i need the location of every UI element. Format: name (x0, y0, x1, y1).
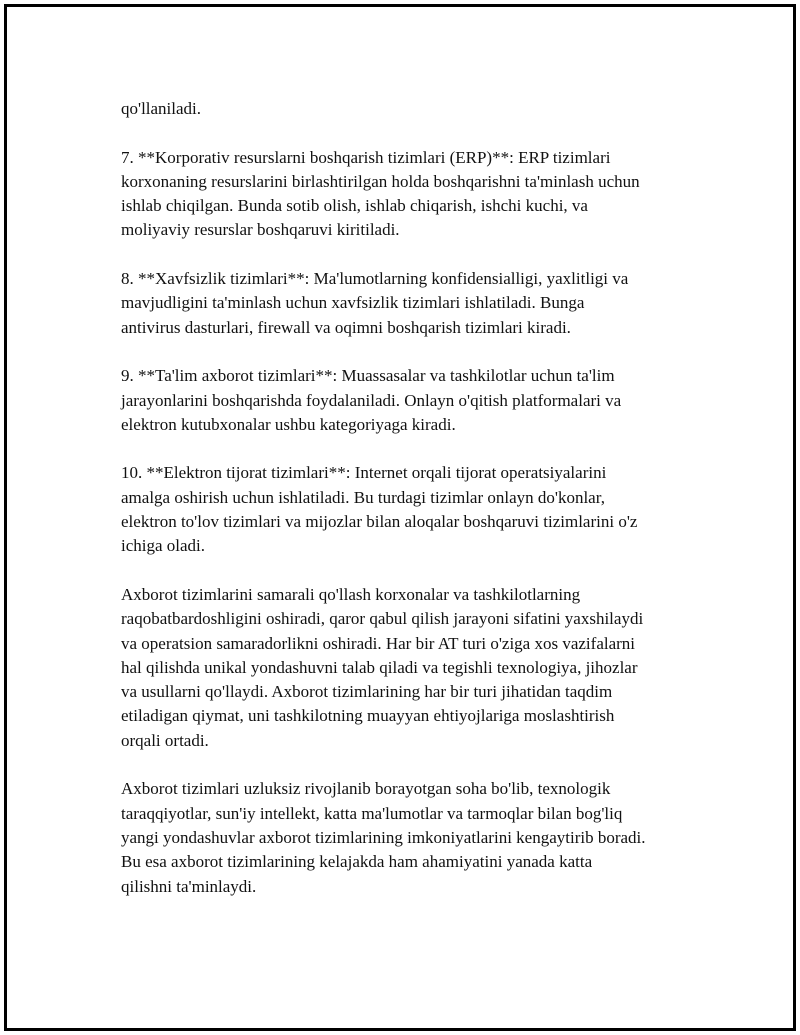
paragraph-security-systems: 8. **Xavfsizlik tizimlari**: Ma'lumotlarning konfidensialligi, yaxlitligi va mavjudligini ta'minlash uchun xavfsizlik tizimlari ishlatiladi. Bunga antivirus dasturlari, firewall va oqimni boshqarish tizimlari kiradi. (121, 269, 629, 337)
paragraph-conclusion: Axborot tizimlari uzluksiz rivojlanib borayotgan soha bo'lib, texnologik taraqqiyotlar, sun'iy intellekt, katta ma'lumotlar va tarmoqlar bilan bog'liq yangi yondashuvlar axborot tizimlarining imkoniyatlarini kengaytirib boradi. Bu esa axborot tizimlarining kelajakda ham ahamiyatini yanada katta qilishni ta'minlaydi. (121, 779, 646, 896)
page-border (4, 4, 796, 1031)
paragraph-ecommerce-systems: 10. **Elektron tijorat tizimlari**: Internet orqali tijorat operatsiyalarini amalga oshirish uchun ishlatiladi. Bu turdagi tizimlar onlayn do'konlar, elektron to'lov tizimlari va mijozlar bilan aloqalar boshqaruvi tizimlarini o'z ichiga oladi. (121, 463, 638, 556)
paragraph-education-systems: 9. **Ta'lim axborot tizimlari**: Muassasalar va tashkilotlar uchun ta'lim jarayonlarini boshqarishda foydalaniladi. Onlayn o'qitish platformalari va elektron kutubxonalar ushbu kategoriyaga kiradi. (121, 366, 622, 434)
paragraph-effective-use: Axborot tizimlarini samarali qo'llash korxonalar va tashkilotlarning raqobatbardoshligini oshiradi, qaror qabul qilish jarayoni sifatini yaxshilaydi va operatsion samaradorlikni oshiradi. Har bir AT turi o'ziga xos vazifalarni hal qilishda unikal yondashuvni talab qiladi va tegishli texnologiya, jihozlar va usullarni qo'llaydi. Axborot tizimlarining har bir turi jihatidan taqdim etiladigan qiymat, uni tashkilotning muayyan ehtiyojlariga moslashtirish orqali ortadi. (121, 584, 644, 750)
document-body (121, 97, 701, 923)
paragraph-erp-systems: 7. **Korporativ resurslarni boshqarish tizimlari (ERP)**: ERP tizimlari korxonaning resurslarini birlashtirilgan holda boshqarishni ta'minlash uchun ishlab chiqilgan. Bunda sotib olish, ishlab chiqarish, ishchi kuchi, va moliyaviy resurslar boshqaruvi kiritiladi. (121, 147, 640, 240)
paragraph-continuation: qo'llaniladi. (121, 99, 202, 118)
